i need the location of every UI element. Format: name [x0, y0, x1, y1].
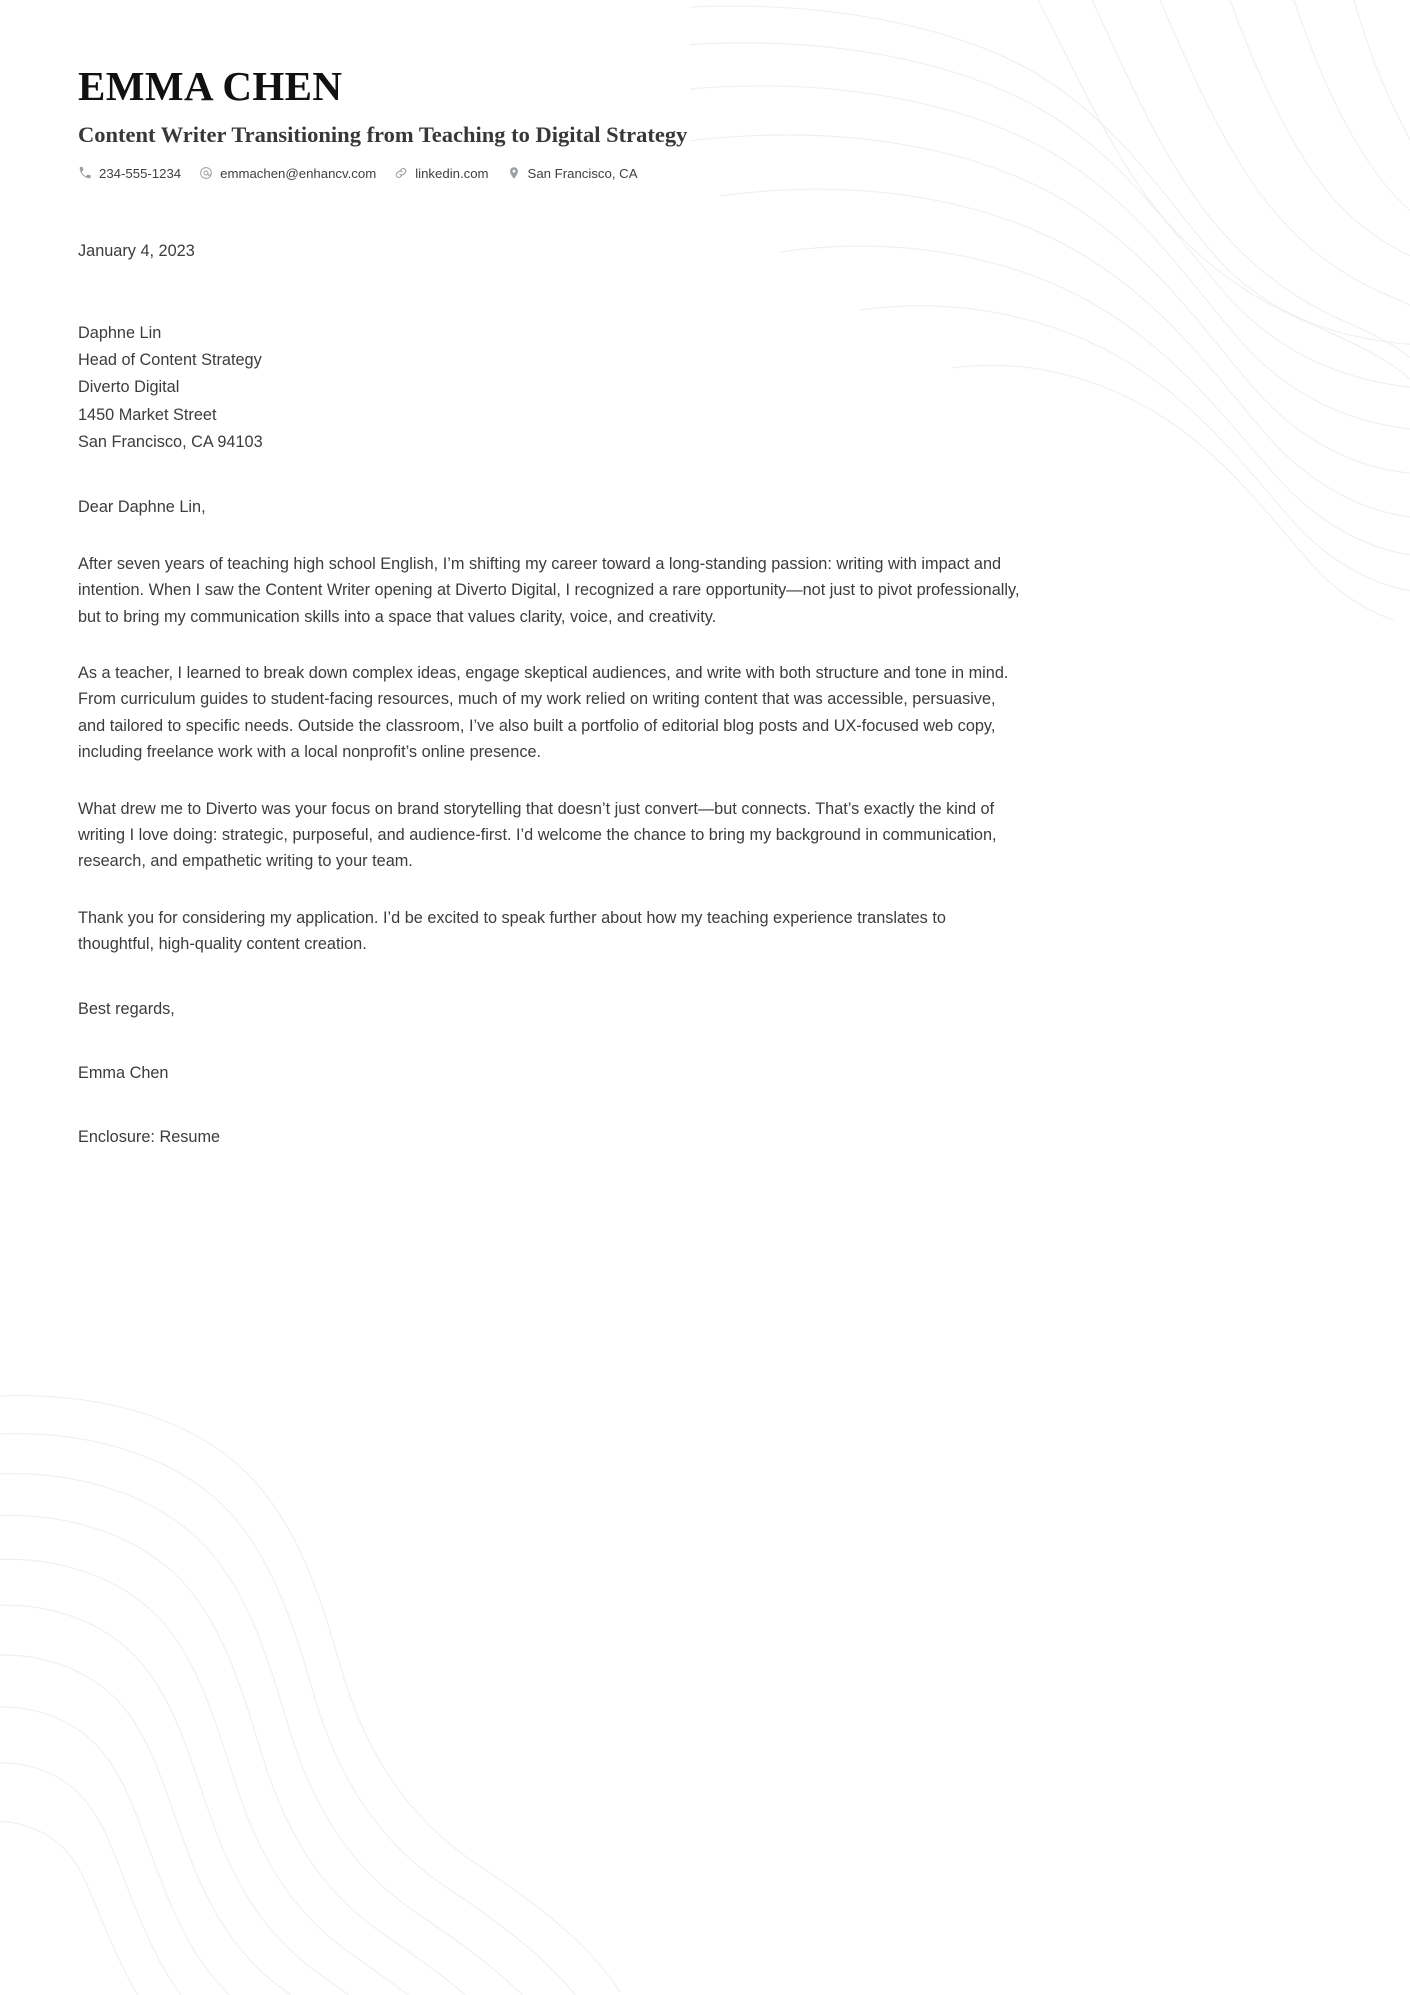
link-icon: [394, 166, 408, 180]
applicant-headline: Content Writer Transitioning from Teaching to Digital Strategy: [78, 122, 688, 148]
enclosure-line: Enclosure: Resume: [78, 1128, 221, 1147]
contact-phone-text: 234-555-1234: [99, 165, 182, 181]
recipient-company: Diverto Digital: [78, 378, 180, 397]
contact-location: [507, 166, 638, 180]
recipient-street: 1450 Market Street: [78, 405, 217, 424]
recipient-block: [78, 320, 1023, 457]
phone-icon: [78, 166, 92, 180]
contact-email[interactable]: [199, 166, 376, 180]
body-paragraph: After seven years of teaching high school English, I’m shifting my career toward a long-standing passion: writing with impact and intention. When I saw the Content Writer opening at Diverto Digital, I recognized a rare opportunity—not just to pivot professionally, but to bring my communication skills into a space that values clarity, voice, and creativity.: [78, 554, 1020, 626]
signature-name: Emma Chen: [78, 1063, 169, 1082]
email-icon: [199, 166, 213, 180]
contact-website[interactable]: [394, 166, 488, 180]
recipient-name: Daphne Lin: [78, 323, 162, 342]
contact-location-text: San Francisco, CA: [527, 165, 638, 181]
contact-website-text: linkedin.com: [415, 165, 489, 181]
letterhead: [78, 0, 1023, 180]
letter-body: [78, 238, 1023, 1151]
contact-phone[interactable]: [78, 166, 181, 180]
closing-line: Best regards,: [78, 999, 175, 1018]
contact-email-text: emmachen@enhancv.com: [220, 165, 377, 181]
document-content: [78, 0, 1023, 1151]
body-paragraph: Thank you for considering my application. I’d be excited to speak further about how my teaching experience translates to thoughtful, high-quality content creation.: [78, 908, 946, 954]
body-paragraph: What drew me to Diverto was your focus on brand storytelling that doesn’t just convert—but connects. That’s exactly the kind of writing I love doing: strategic, purposeful, and audience-first. I’d welcome the chance to bring my background in communication, research, and empathetic writing to your team.: [78, 799, 997, 871]
recipient-title: Head of Content Strategy: [78, 350, 262, 369]
applicant-name: EMMA CHEN: [78, 63, 343, 109]
body-paragraph: As a teacher, I learned to break down complex ideas, engage skeptical audiences, and write with both structure and tone in mind. From curriculum guides to student-facing resources, much of my work relied on writing content that was accessible, persuasive, and tailored to specific needs. Outside the classroom, I’ve also built a portfolio of editorial blog posts and UX-focused web copy, including freelance work with a local nonprofit’s online presence.: [78, 664, 1009, 762]
contact-info-row: [78, 166, 1023, 180]
salutation: Dear Daphne Lin,: [78, 498, 206, 517]
location-pin-icon: [507, 166, 521, 180]
recipient-city-state-zip: San Francisco, CA 94103: [78, 433, 263, 452]
letter-date: January 4, 2023: [78, 242, 195, 261]
